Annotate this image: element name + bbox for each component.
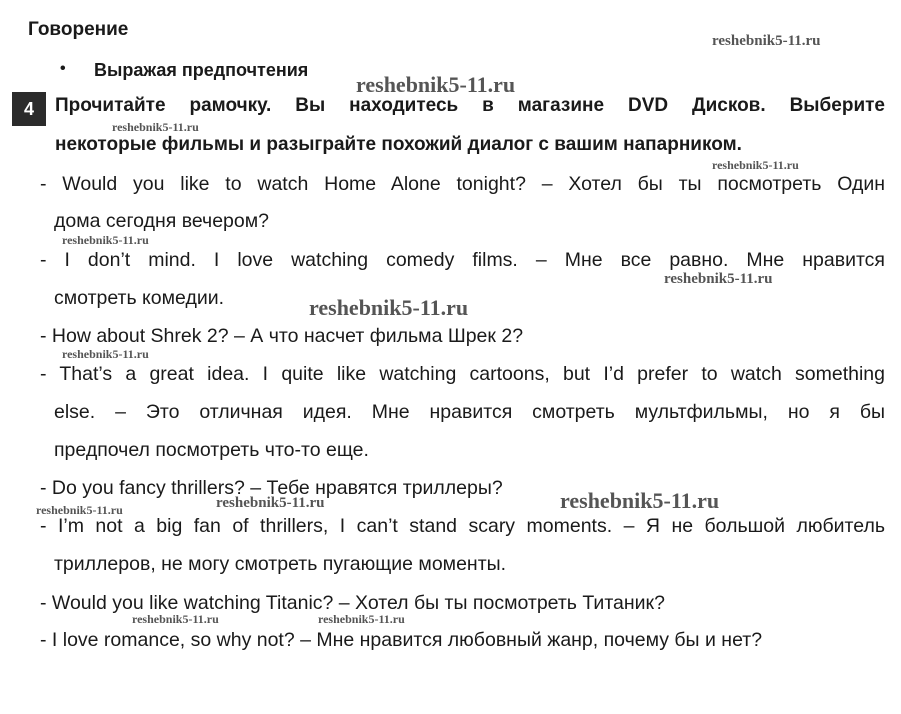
watermark: reshebnik5-11.ru [132,612,219,626]
dialogue-line: - I don’t mind. I love watching comedy films. – Мне все равно. Мне нравится [40,249,885,271]
bullet-dot: • [60,60,66,77]
dialogue-line: - That’s a great idea. I quite like watching cartoons, but I’d prefer to watch something [40,363,885,385]
watermark: reshebnik5-11.ru [560,488,720,513]
watermark: reshebnik5-11.ru [318,612,405,626]
watermark: reshebnik5-11.ru [356,72,516,97]
watermark: reshebnik5-11.ru [36,503,123,517]
task-instruction-line-2: некоторые фильмы и разыграйте похожий диалог с вашим напарником. [55,134,742,155]
task-instruction-line-1: Прочитайте рамочку. Вы находитесь в магазине DVD Дисков. Выберите [55,95,885,116]
watermark: reshebnik5-11.ru [62,347,149,361]
dialogue-line: смотреть комедии. [54,287,225,309]
watermark: reshebnik5-11.ru [712,33,821,49]
dialogue-line: - How about Shrek 2? – А что насчет фильма Шрек 2? [40,325,524,347]
watermark: reshebnik5-11.ru [62,233,149,247]
bullet-text: Выражая предпочтения [94,60,309,80]
dialogue-line: дома сегодня вечером? [54,210,269,232]
watermark: reshebnik5-11.ru [309,295,469,320]
dialogue-line: - Do you fancy thrillers? – Тебе нравятся триллеры? [40,477,503,499]
watermark: reshebnik5-11.ru [112,120,199,134]
watermark: reshebnik5-11.ru [216,495,325,511]
section-heading: Говорение [28,19,129,40]
task-number-badge: 4 [12,92,46,126]
watermark: reshebnik5-11.ru [712,158,799,172]
dialogue-line: else. – Это отличная идея. Мне нравится смотреть мультфильмы, но я бы [54,401,885,423]
watermark: reshebnik5-11.ru [664,271,773,287]
dialogue-line: предпочел посмотреть что-то еще. [54,439,369,461]
dialogue-line: - Would you like watching Titanic? – Хотел бы ты посмотреть Титаник? [40,592,665,614]
dialogue-line: - Would you like to watch Home Alone tonight? – Хотел бы ты посмотреть Один [40,173,885,195]
dialogue-line: - I’m not a big fan of thrillers, I can’t stand scary moments. – Я не большой любитель [40,515,885,537]
dialogue-line: - I love romance, so why not? – Мне нравится любовный жанр, почему бы и нет? [40,629,763,651]
dialogue-line: триллеров, не могу смотреть пугающие моменты. [54,553,507,575]
